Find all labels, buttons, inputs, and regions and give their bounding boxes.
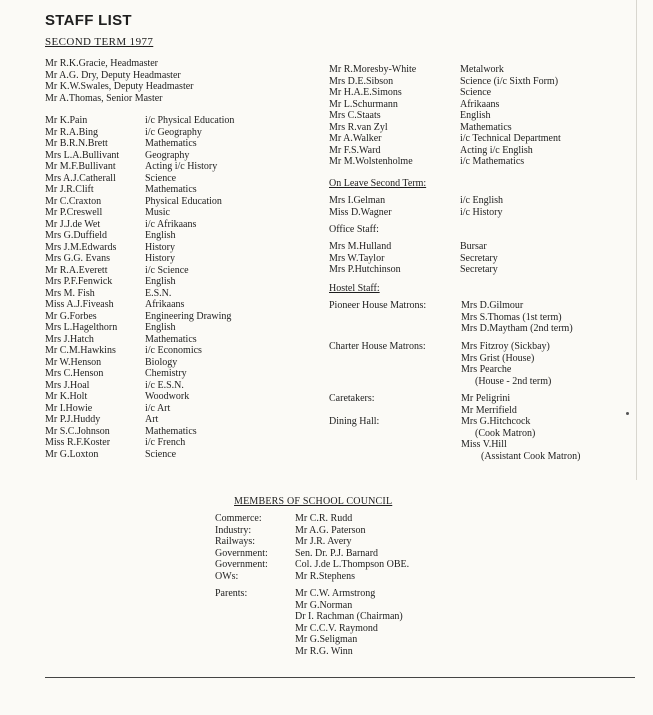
staff-row bbox=[45, 345, 234, 357]
council-member-row bbox=[215, 571, 409, 583]
staff-role: English bbox=[145, 230, 176, 241]
parent-member: Mr C.C.V. Raymond bbox=[295, 622, 378, 634]
matron-item: Mrs Pearche bbox=[461, 364, 512, 375]
staff-name: Mrs C.Henson bbox=[45, 368, 104, 379]
staff-role: i/c French bbox=[145, 437, 186, 448]
staff-name: Miss R.F.Koster bbox=[45, 437, 111, 448]
staff-role: Chemistry bbox=[145, 368, 187, 379]
staff-row bbox=[45, 426, 234, 438]
staff-role: i/c History bbox=[460, 206, 503, 218]
council-member-row bbox=[215, 513, 409, 525]
staff-row bbox=[45, 265, 234, 277]
footer-rule bbox=[45, 677, 635, 678]
staff-role: Geography bbox=[145, 149, 190, 161]
staff-role: i/c Afrikaans bbox=[145, 218, 197, 230]
staff-role: i/c Geography bbox=[145, 126, 202, 138]
staff-row bbox=[45, 299, 234, 311]
dining-staff-item: Mrs G.Hitchcock bbox=[461, 416, 531, 427]
staff-row bbox=[45, 115, 234, 127]
staff-row bbox=[45, 334, 234, 346]
page-title: STAFF LIST bbox=[45, 12, 132, 29]
staff-row bbox=[45, 380, 234, 392]
staff-row bbox=[329, 133, 561, 145]
staff-name: Mrs G.G. Evans bbox=[45, 253, 110, 264]
parent-member: Mr R.G. Winn bbox=[295, 645, 353, 657]
council-member-name: Col. J.de L.Thompson OBE. bbox=[295, 559, 410, 570]
staff-role: i/c E.S.N. bbox=[145, 379, 184, 391]
council-member-row bbox=[215, 548, 409, 560]
staff-name: Miss D.Wagner bbox=[329, 206, 392, 218]
staff-role: E.S.N. bbox=[145, 287, 172, 299]
staff-name: Mrs J.M.Edwards bbox=[45, 241, 117, 253]
staff-row bbox=[329, 110, 561, 122]
staff-role: i/c English bbox=[460, 195, 504, 206]
staff-role: Metalwork bbox=[460, 64, 504, 75]
staff-role: Science (i/c Sixth Form) bbox=[460, 75, 559, 87]
staff-row bbox=[45, 219, 234, 231]
staff-row bbox=[45, 242, 234, 254]
staff-name: Miss A.J.Fiveash bbox=[45, 299, 114, 310]
matron-item: Mrs D.Maytham (2nd term) bbox=[461, 323, 573, 334]
staff-name: Mrs R.van Zyl bbox=[329, 121, 388, 133]
staff-row bbox=[45, 138, 234, 150]
staff-row bbox=[45, 449, 234, 461]
parent-member: Dr I. Rachman (Chairman) bbox=[295, 611, 403, 622]
dining-staff-item: Miss V.Hill bbox=[461, 439, 507, 450]
staff-row bbox=[329, 253, 498, 265]
staff-role: Engineering Drawing bbox=[145, 310, 232, 322]
caretakers-label: Caretakers: bbox=[329, 393, 375, 404]
staff-name: Mrs D.E.Sibson bbox=[329, 75, 394, 87]
staff-role: Physical Education bbox=[145, 195, 222, 207]
staff-name: Mr C.M.Hawkins bbox=[45, 345, 116, 356]
staff-name: Mrs I.Gelman bbox=[329, 195, 386, 206]
council-group: OWs: bbox=[215, 570, 239, 582]
on-leave-list bbox=[329, 195, 503, 218]
council-member-name: Mr J.R. Avery bbox=[295, 536, 352, 547]
staff-name: Mrs J.Hoal bbox=[45, 379, 90, 391]
staff-role: i/c Art bbox=[145, 402, 171, 414]
staff-name: Mr S.C.Johnson bbox=[45, 425, 110, 437]
staff-row bbox=[45, 437, 234, 449]
matron-item: Mrs Fitzroy (Sickbay) bbox=[461, 341, 550, 352]
council-member-name: Mr C.R. Rudd bbox=[295, 513, 353, 524]
staff-row bbox=[329, 64, 561, 76]
staff-name: Mrs A.J.Catherall bbox=[45, 172, 116, 184]
staff-list-left bbox=[45, 115, 234, 460]
staff-name: Mr C.Craxton bbox=[45, 195, 102, 207]
staff-name: Mr L.Schurmann bbox=[329, 98, 398, 110]
staff-row bbox=[45, 288, 234, 300]
staff-role: Mathematics bbox=[145, 184, 197, 195]
matron-item: (House - 2nd term) bbox=[475, 375, 552, 387]
senior-staff-item: Mr K.W.Swales, Deputy Headmaster bbox=[45, 81, 194, 92]
staff-row bbox=[329, 122, 561, 134]
staff-row bbox=[45, 161, 234, 173]
staff-role: Acting i/c English bbox=[460, 144, 533, 156]
caretakers-list bbox=[461, 393, 517, 416]
staff-role: Biology bbox=[145, 356, 178, 368]
council-group: Railways: bbox=[215, 536, 255, 547]
staff-name: Mrs M.Hulland bbox=[329, 241, 392, 252]
staff-row bbox=[45, 184, 234, 196]
staff-name: Mr F.S.Ward bbox=[329, 144, 381, 156]
ink-speck bbox=[626, 412, 629, 415]
staff-role: i/c Physical Education bbox=[145, 115, 235, 126]
staff-role: i/c Technical Department bbox=[460, 133, 561, 144]
staff-role: English bbox=[145, 276, 176, 287]
council-group: Industry: bbox=[215, 524, 252, 536]
staff-row bbox=[45, 150, 234, 162]
pioneer-house-label: Pioneer House Matrons: bbox=[329, 300, 427, 311]
staff-role: Mathematics bbox=[460, 121, 512, 133]
staff-role: Science bbox=[145, 448, 177, 460]
staff-name: Mr A.Walker bbox=[329, 133, 382, 144]
office-staff-heading: Office Staff: bbox=[329, 224, 379, 235]
matron-item: Mrs D.Gilmour bbox=[461, 300, 524, 311]
staff-row bbox=[329, 241, 498, 253]
parent-member: Mr C.W. Armstrong bbox=[295, 588, 376, 599]
staff-name: Mrs C.Staats bbox=[329, 110, 381, 121]
staff-name: Mr R.A.Everett bbox=[45, 264, 108, 276]
staff-name: Mr G.Loxton bbox=[45, 448, 99, 460]
staff-row bbox=[45, 391, 234, 403]
staff-row bbox=[329, 195, 503, 207]
charter-house-list bbox=[461, 341, 551, 387]
staff-list-right bbox=[329, 64, 561, 168]
council-member-row bbox=[215, 536, 409, 548]
staff-name: Mr G.Forbes bbox=[45, 310, 97, 322]
staff-role: History bbox=[145, 241, 175, 253]
staff-name: Mr P.J.Huddy bbox=[45, 414, 101, 425]
staff-role: Mathematics bbox=[145, 333, 197, 345]
staff-role: Science bbox=[460, 87, 492, 98]
council-group: Commerce: bbox=[215, 513, 262, 524]
staff-row bbox=[329, 145, 561, 157]
staff-row bbox=[45, 253, 234, 265]
staff-role: Mathematics bbox=[145, 425, 197, 437]
staff-role: Secretary bbox=[460, 264, 498, 275]
staff-name: Mr H.A.E.Simons bbox=[329, 87, 402, 98]
parents-list bbox=[295, 588, 403, 657]
pioneer-house-list bbox=[461, 300, 573, 335]
staff-role: Woodwork bbox=[145, 391, 190, 402]
staff-row bbox=[329, 264, 498, 276]
parent-member: Mr G.Seligman bbox=[295, 634, 358, 645]
staff-role: Acting i/c History bbox=[145, 161, 218, 172]
council-member-name: Sen. Dr. P.J. Barnard bbox=[295, 547, 379, 559]
staff-name: Mr M.F.Bullivant bbox=[45, 161, 116, 172]
staff-row bbox=[45, 322, 234, 334]
staff-row bbox=[45, 127, 234, 139]
dining-staff-item: (Cook Matron) bbox=[475, 427, 536, 439]
staff-name: Mr R.Moresby-White bbox=[329, 64, 417, 75]
staff-role: Secretary bbox=[460, 252, 498, 264]
staff-row bbox=[329, 76, 561, 88]
staff-name: Mr M.Wolstenholme bbox=[329, 156, 413, 167]
staff-name: Mrs L.A.Bullivant bbox=[45, 149, 120, 161]
staff-row bbox=[45, 311, 234, 323]
staff-name: Mr K.Pain bbox=[45, 115, 88, 126]
council-member-name: Mr R.Stephens bbox=[295, 570, 355, 582]
staff-role: Science bbox=[145, 172, 177, 184]
staff-row bbox=[45, 230, 234, 242]
staff-name: Mrs J.Hatch bbox=[45, 333, 94, 345]
staff-name: Mrs G.Duffield bbox=[45, 230, 108, 241]
council-group: Government: bbox=[215, 547, 268, 559]
staff-role: English bbox=[145, 322, 176, 333]
staff-row bbox=[45, 207, 234, 219]
dining-staff-item: (Assistant Cook Matron) bbox=[481, 450, 581, 462]
staff-row bbox=[45, 196, 234, 208]
staff-role: Music bbox=[145, 207, 170, 218]
staff-row bbox=[45, 403, 234, 415]
staff-name: Mrs M. Fish bbox=[45, 287, 95, 299]
staff-row bbox=[45, 173, 234, 185]
staff-name: Mr J.R.Clift bbox=[45, 184, 94, 195]
staff-name: Mr W.Henson bbox=[45, 356, 102, 368]
staff-row bbox=[45, 276, 234, 288]
staff-name: Mrs P.Hutchinson bbox=[329, 264, 401, 275]
senior-staff-list bbox=[45, 58, 194, 104]
dining-hall-list bbox=[461, 416, 580, 462]
page-subtitle: SECOND TERM 1977 bbox=[45, 36, 154, 48]
parents-label: Parents: bbox=[215, 588, 248, 599]
staff-row bbox=[329, 207, 503, 219]
matron-item: Mrs S.Thomas (1st term) bbox=[461, 311, 562, 323]
staff-name: Mrs W.Taylor bbox=[329, 252, 385, 264]
staff-row bbox=[329, 87, 561, 99]
staff-role: Mathematics bbox=[145, 138, 197, 149]
staff-name: Mr J.J.de Wet bbox=[45, 218, 101, 230]
senior-staff-item: Mr A.Thomas, Senior Master bbox=[45, 92, 163, 104]
staff-role: i/c Science bbox=[145, 264, 189, 276]
staff-name: Mr P.Creswell bbox=[45, 207, 103, 218]
senior-staff-item: Mr R.K.Gracie, Headmaster bbox=[45, 58, 159, 69]
staff-name: Mr K.Holt bbox=[45, 391, 88, 402]
council-member-row bbox=[215, 559, 409, 571]
staff-row bbox=[329, 99, 561, 111]
staff-role: i/c Economics bbox=[145, 345, 202, 356]
staff-name: Mr I.Howie bbox=[45, 402, 93, 414]
caretaker-item: Mr Peligrini bbox=[461, 393, 511, 404]
staff-role: i/c Mathematics bbox=[460, 156, 525, 167]
senior-staff-item: Mr A.G. Dry, Deputy Headmaster bbox=[45, 69, 181, 81]
council-member-name: Mr A.G. Paterson bbox=[295, 524, 366, 536]
hostel-staff-heading: Hostel Staff: bbox=[329, 283, 380, 294]
staff-role: Afrikaans bbox=[460, 98, 500, 110]
staff-role: History bbox=[145, 253, 175, 264]
caretaker-item: Mr Merrifield bbox=[461, 404, 517, 416]
staff-row bbox=[45, 368, 234, 380]
staff-role: Bursar bbox=[460, 241, 487, 252]
council-group: Government: bbox=[215, 559, 268, 570]
staff-role: English bbox=[460, 110, 491, 121]
council-title: MEMBERS OF SCHOOL COUNCIL bbox=[234, 496, 393, 507]
staff-name: Mr R.A.Bing bbox=[45, 126, 99, 138]
parent-member: Mr G.Norman bbox=[295, 599, 353, 611]
office-staff-list bbox=[329, 241, 498, 276]
staff-name: Mr B.R.N.Brett bbox=[45, 138, 108, 149]
staff-row bbox=[329, 156, 561, 168]
staff-name: Mrs P.F.Fenwick bbox=[45, 276, 113, 287]
council-member-row bbox=[215, 525, 409, 537]
matron-item: Mrs Grist (House) bbox=[461, 352, 535, 364]
page-edge-line bbox=[636, 0, 637, 480]
dining-hall-label: Dining Hall: bbox=[329, 416, 380, 427]
staff-row bbox=[45, 414, 234, 426]
staff-name: Mrs L.Hagelthorn bbox=[45, 322, 118, 333]
on-leave-heading: On Leave Second Term: bbox=[329, 178, 427, 189]
staff-row bbox=[45, 357, 234, 369]
charter-house-label: Charter House Matrons: bbox=[329, 341, 426, 352]
staff-role: Art bbox=[145, 414, 159, 425]
staff-role: Afrikaans bbox=[145, 299, 185, 310]
council-members-list bbox=[215, 513, 409, 582]
